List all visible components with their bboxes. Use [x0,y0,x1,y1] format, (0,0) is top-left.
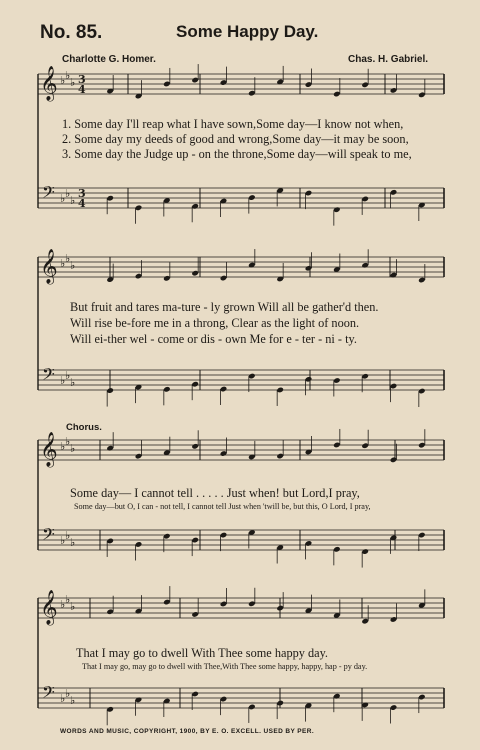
time-signature: 3 [78,73,86,86]
key-signature: ♭ [65,369,71,382]
chorus-lower-lyrics-2: That I may go, may go to dwell with Thee,With Thee some happy, happy, hap - py day. [82,662,368,671]
bass-clef: 𝄢 [42,524,55,548]
chorus-upper-lyrics-1: Some day— I cannot tell . . . . . Just when! but Lord,I pray, [70,486,360,500]
chorus-label: Chorus. [66,422,102,433]
chorus-upper-lyrics-2: That I may go to dwell With Thee some happy day. [76,646,328,660]
verse-1-line: 1. Some day I'll reap what I have sown,Some day—I know not when, [62,117,404,131]
key-signature: ♭ [65,687,71,700]
key-signature: ♭ [70,694,76,707]
key-signature: ♭ [60,74,66,87]
key-signature: ♭ [60,598,66,611]
treble-clef: 𝄞 [40,249,58,284]
treble-clef: 𝄞 [40,66,58,101]
key-signature: ♭ [65,69,71,82]
verse-1-continuation: But fruit and tares ma-ture - ly grown Will all be gather'd then. [70,300,379,314]
verse-3-continuation: Will ei-ther wel - come or dis - own Me for e - ter - ni - ty. [70,332,357,346]
key-signature: ♭ [70,536,76,549]
key-signature: ♭ [70,194,76,207]
key-signature: ♭ [70,376,76,389]
key-signature: ♭ [70,259,76,272]
key-signature: ♭ [65,593,71,606]
author-credit: Charlotte G. Homer. [62,54,156,65]
key-signature: ♭ [65,252,71,265]
key-signature: ♭ [60,692,66,705]
key-signature: ♭ [60,374,66,387]
bass-clef: 𝄢 [42,682,55,706]
verse-2-continuation: Will rise be-fore me in a throng, Clear as the light of noon. [70,316,360,330]
key-signature: ♭ [70,76,76,89]
key-signature: ♭ [70,600,76,613]
key-signature: ♭ [60,534,66,547]
hymn-title: Some Happy Day. [176,22,319,41]
key-signature: ♭ [65,187,71,200]
verse-2-line: 2. Some day my deeds of good and wrong,Some day—it may be soon, [62,132,409,146]
verse-3-line: 3. Some day the Judge up - on the throne,Some day—will speak to me, [62,147,412,161]
key-signature: ♭ [60,440,66,453]
copyright-footer: WORDS AND MUSIC, COPYRIGHT, 1900, BY E. O. EXCELL. USED BY PER. [60,728,315,735]
key-signature: ♭ [60,257,66,270]
bass-clef: 𝄢 [42,364,55,388]
key-signature: ♭ [60,192,66,205]
treble-clef: 𝄞 [40,432,58,467]
time-signature: 4 [78,197,86,210]
key-signature: ♭ [70,442,76,455]
time-signature: 3 [78,187,86,200]
key-signature: ♭ [65,529,71,542]
bass-clef: 𝄢 [42,182,55,206]
composer-credit: Chas. H. Gabriel. [348,54,429,65]
key-signature: ♭ [65,435,71,448]
treble-clef: 𝄞 [40,590,58,625]
hymn-number: No. 85. [40,22,103,43]
time-signature: 4 [78,83,86,96]
chorus-lower-lyrics-1: Some day—but O, I can - not tell, I cannot tell Just when 'twill be, but this, O Lord, I pray, [74,502,371,511]
